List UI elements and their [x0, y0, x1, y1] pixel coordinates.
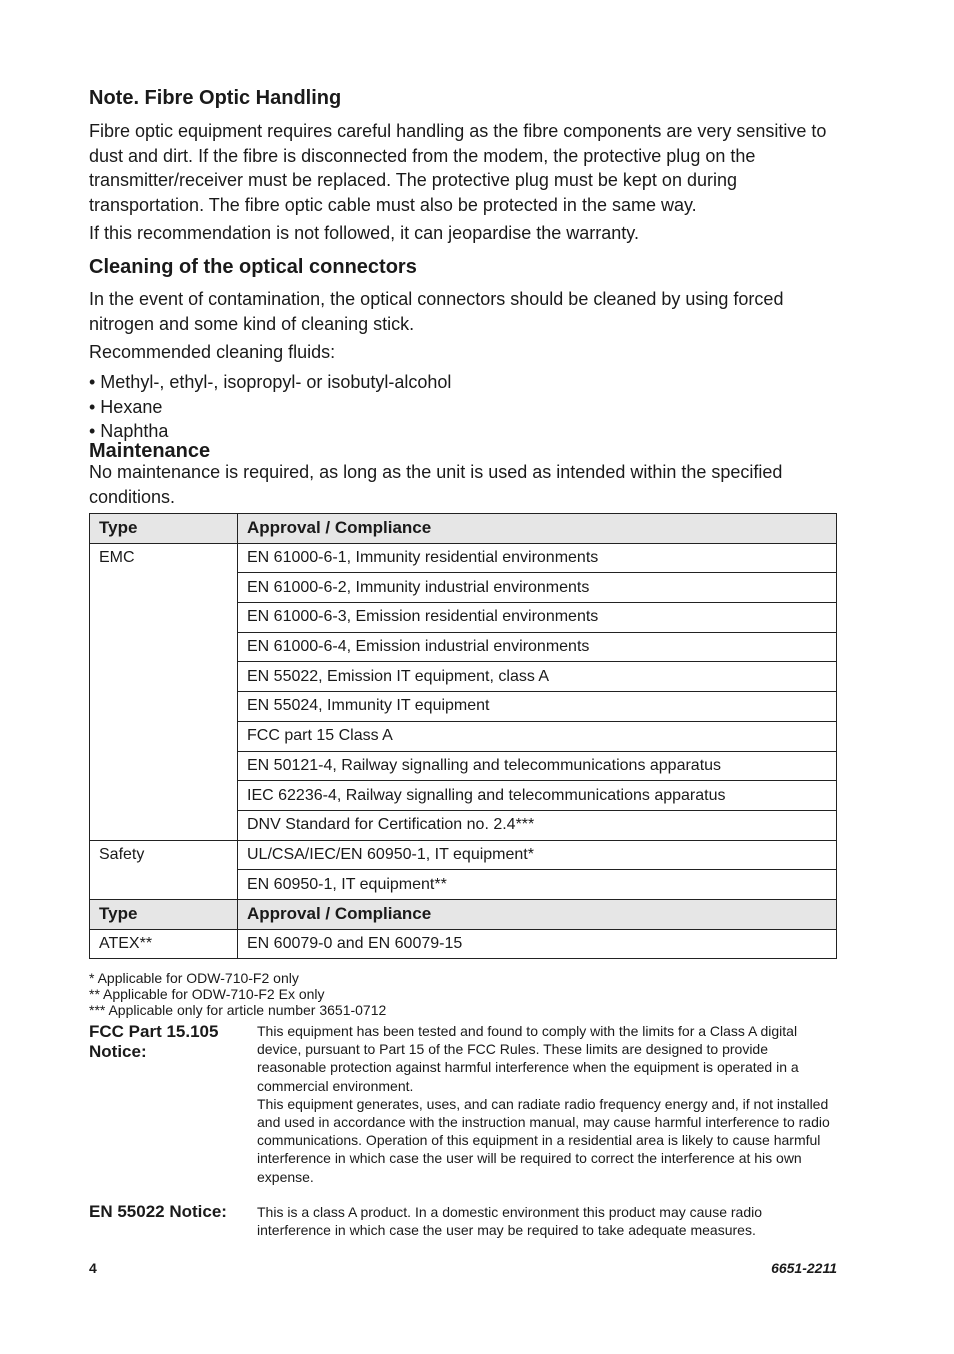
compliance-table	[89, 513, 837, 959]
cleaning-fluids-label: Recommended cleaning fluids:	[89, 342, 336, 362]
section-title-maintenance: Maintenance	[89, 440, 211, 462]
fcc-notice-paragraph-1: This equipment has been tested and found to comply with the limits for a Class A digital device, pursuant to Part 15 of the FCC Rules. These limits are designed to provide reasonable protection against harmful interference when the equipment is operated in a commercial environment.	[257, 1023, 799, 1094]
table-header-row	[90, 514, 837, 544]
table-cell: EN 55022, Emission IT equipment, class A	[238, 662, 837, 692]
table-cell: EN 61000-6-4, Emission industrial environments	[238, 632, 837, 662]
list-item: • Methyl-, ethyl-, isopropyl- or isobutyl-alcohol	[89, 372, 452, 392]
table-cell: IEC 62236-4, Railway signalling and telecommunications apparatus	[238, 781, 837, 811]
fcc-notice-text	[257, 1022, 837, 1186]
warranty-paragraph: If this recommendation is not followed, it can jeopardise the warranty.	[89, 223, 639, 243]
table-row	[90, 929, 837, 959]
list-item: • Naphtha	[89, 421, 169, 441]
maintenance-paragraph: No maintenance is required, as long as the unit is used as intended within the specified conditions.	[89, 462, 783, 507]
header-type: Type	[90, 514, 238, 544]
header-approval: Approval / Compliance	[238, 514, 837, 544]
table-header-row	[90, 899, 837, 929]
cleaning-fluids-list	[89, 370, 451, 444]
fcc-notice-label: FCC Part 15.105 Notice:	[89, 1022, 219, 1061]
table-cell: EN 55024, Immunity IT equipment	[238, 692, 837, 722]
header-type: Type	[90, 899, 238, 929]
cleaning-paragraph: In the event of contamination, the optical connectors should be cleaned by using forced nitrogen and some kind of cleaning stick.	[89, 289, 784, 334]
emc-label: EMC	[90, 543, 238, 840]
en55022-notice-text: This is a class A product. In a domestic environment this product may cause radio interference in which case the user may be required to take adequate measures.	[257, 1204, 763, 1239]
footnotes	[89, 970, 386, 1018]
table-cell: EN 60950-1, IT equipment**	[238, 870, 837, 900]
table-cell: DNV Standard for Certification no. 2.4***	[238, 810, 837, 840]
fibre-optic-paragraph: Fibre optic equipment requires careful handling as the fibre components are very sensitive to dust and dirt. If the fibre is disconnected from the modem, the protective plug on the transmitter/receiver must be replaced. The protective plug must be kept on during transportation. The fibre optic cable must also be protected in the same way.	[89, 121, 827, 215]
footnote: * Applicable for ODW-710-F2 only	[89, 970, 299, 986]
footnote: *** Applicable only for article number 3651-0712	[89, 1002, 387, 1018]
table-cell: EN 61000-6-2, Immunity industrial environments	[238, 573, 837, 603]
table-cell: EN 61000-6-3, Emission residential environments	[238, 603, 837, 633]
fcc-notice-paragraph-2: This equipment generates, uses, and can radiate radio frequency energy and, if not installed and used in accordance with the instruction manual, may cause harmful interference to radio communications. Operation of this equipment in a residential area is likely to cause harmful interference in which case the user will be required to correct the interference at his own expense.	[257, 1095, 830, 1185]
header-approval: Approval / Compliance	[238, 899, 837, 929]
section-title-fibre-optic: Note. Fibre Optic Handling	[89, 87, 342, 109]
atex-label: ATEX**	[90, 929, 238, 959]
section-title-cleaning: Cleaning of the optical connectors	[89, 256, 417, 278]
table-row	[90, 543, 837, 573]
en55022-notice-label: EN 55022 Notice:	[89, 1202, 227, 1221]
table-cell: EN 60079-0 and EN 60079-15	[238, 929, 837, 959]
document-number: 6651-2211	[771, 1260, 837, 1276]
table-cell: EN 50121-4, Railway signalling and telecommunications apparatus	[238, 751, 837, 781]
page-number: 4	[89, 1260, 97, 1276]
table-cell: EN 61000-6-1, Immunity residential environments	[238, 543, 837, 573]
list-item: • Hexane	[89, 396, 163, 417]
table-cell: FCC part 15 Class A	[238, 721, 837, 751]
safety-label: Safety	[90, 840, 238, 899]
table-cell: UL/CSA/IEC/EN 60950-1, IT equipment*	[238, 840, 837, 870]
table-row	[90, 840, 837, 870]
footnote: ** Applicable for ODW-710-F2 Ex only	[89, 986, 325, 1002]
